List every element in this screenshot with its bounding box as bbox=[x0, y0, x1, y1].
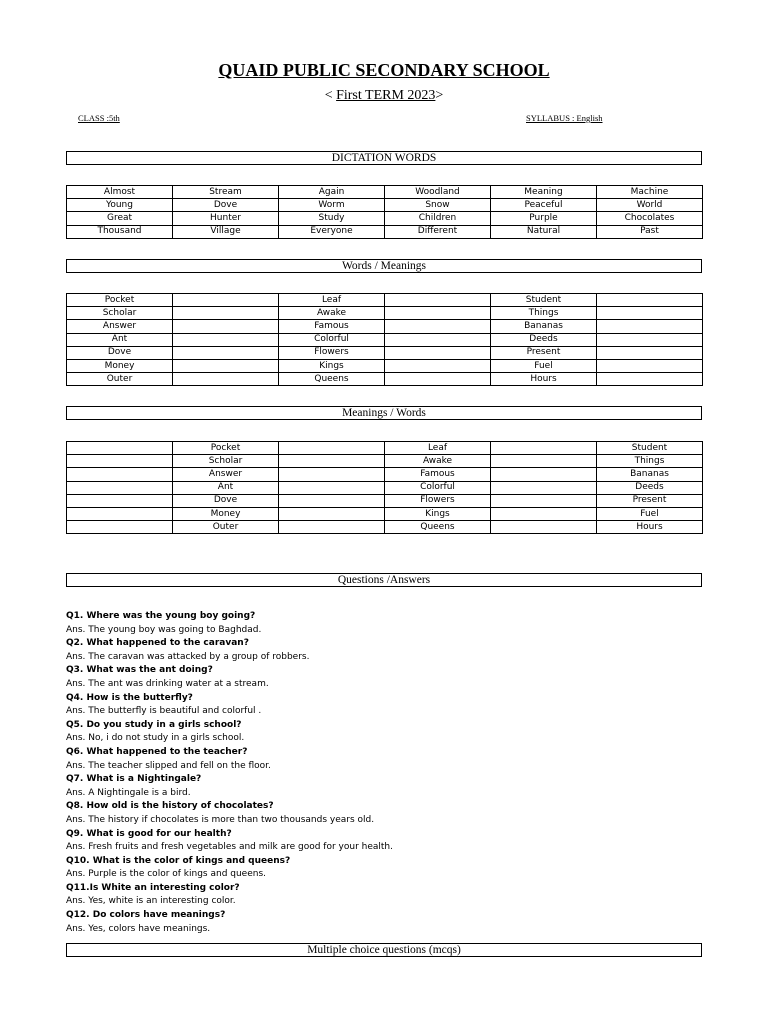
table-cell: Village bbox=[173, 225, 279, 238]
table-cell: Outer bbox=[67, 373, 173, 386]
table-cell bbox=[279, 455, 385, 468]
table-cell: Colorful bbox=[385, 481, 491, 494]
table-cell: Flowers bbox=[279, 346, 385, 359]
term-title bbox=[0, 88, 768, 104]
table-cell bbox=[279, 507, 385, 520]
table-row bbox=[67, 481, 703, 494]
answer-text: Ans. The teacher slipped and fell on the floor. bbox=[66, 760, 271, 771]
table-cell bbox=[491, 455, 597, 468]
table-cell: Money bbox=[173, 507, 279, 520]
table-cell: Deeds bbox=[597, 481, 703, 494]
table-cell bbox=[385, 346, 491, 359]
table-cell bbox=[597, 307, 703, 320]
table-cell: Purple bbox=[491, 212, 597, 225]
table-cell bbox=[491, 507, 597, 520]
table-cell bbox=[173, 307, 279, 320]
table-row bbox=[67, 442, 703, 455]
answer-text: Ans. Fresh fruits and fresh vegetables and milk are good for your health. bbox=[66, 842, 393, 853]
table-cell: Great bbox=[67, 212, 173, 225]
table-cell bbox=[491, 442, 597, 455]
table-cell bbox=[67, 442, 173, 455]
table-cell: Everyone bbox=[279, 225, 385, 238]
table-cell: Outer bbox=[173, 521, 279, 534]
table-cell bbox=[67, 494, 173, 507]
answer-text: Ans. The young boy was going to Baghdad. bbox=[66, 624, 262, 635]
table-cell: Dove bbox=[173, 494, 279, 507]
table-cell: Present bbox=[491, 346, 597, 359]
question-text: Q12. Do colors have meanings? bbox=[66, 910, 226, 921]
dictation-heading: DICTATION WORDS bbox=[66, 151, 702, 165]
answer-text: Ans. Yes, white is an interesting color. bbox=[66, 896, 236, 907]
table-cell: Answer bbox=[173, 468, 279, 481]
table-cell: Things bbox=[491, 307, 597, 320]
table-cell bbox=[67, 521, 173, 534]
answer-text: Ans. The ant was drinking water at a stream. bbox=[66, 678, 269, 689]
answer-text: Ans. No, i do not study in a girls school. bbox=[66, 733, 245, 744]
table-cell: Bananas bbox=[597, 468, 703, 481]
table-cell: Famous bbox=[279, 320, 385, 333]
question-text: Q10. What is the color of kings and queens? bbox=[66, 855, 291, 866]
table-cell: Money bbox=[67, 359, 173, 372]
syllabus-label: SYLLABUS : English bbox=[526, 113, 603, 123]
dictation-table bbox=[66, 185, 703, 239]
table-cell: Queens bbox=[385, 521, 491, 534]
table-cell: Almost bbox=[67, 186, 173, 199]
question-text: Q1. Where was the young boy going? bbox=[66, 611, 256, 621]
table-cell: Scholar bbox=[173, 455, 279, 468]
question-text: Q4. How is the butterfly? bbox=[66, 692, 193, 703]
questions-list bbox=[66, 610, 706, 936]
table-cell: Colorful bbox=[279, 333, 385, 346]
table-cell bbox=[597, 294, 703, 307]
table-cell: Ant bbox=[173, 481, 279, 494]
table-cell bbox=[279, 468, 385, 481]
table-cell: Chocolates bbox=[597, 212, 703, 225]
class-label: CLASS :5th bbox=[78, 113, 120, 123]
term-label: First TERM 2023 bbox=[336, 88, 436, 103]
table-cell bbox=[279, 521, 385, 534]
table-cell: Past bbox=[597, 225, 703, 238]
table-cell bbox=[279, 494, 385, 507]
table-cell bbox=[279, 481, 385, 494]
table-cell: Leaf bbox=[279, 294, 385, 307]
table-cell: Woodland bbox=[385, 186, 491, 199]
term-suffix: > bbox=[435, 88, 444, 103]
table-cell bbox=[173, 320, 279, 333]
question-text: Q5. Do you study in a girls school? bbox=[66, 719, 242, 730]
table-cell bbox=[491, 468, 597, 481]
meanings-words-table bbox=[66, 441, 703, 534]
table-cell: Pocket bbox=[173, 442, 279, 455]
table-cell: Student bbox=[597, 442, 703, 455]
questions-heading: Questions /Answers bbox=[66, 573, 702, 587]
table-cell: Thousand bbox=[67, 225, 173, 238]
table-cell: Bananas bbox=[491, 320, 597, 333]
table-cell: Again bbox=[279, 186, 385, 199]
answer-text: Ans. Purple is the color of kings and queens. bbox=[66, 869, 267, 880]
answer-text: Ans. The history if chocolates is more than two thousands years old. bbox=[66, 814, 375, 825]
table-cell: Flowers bbox=[385, 494, 491, 507]
table-cell: Deeds bbox=[491, 333, 597, 346]
table-cell: Ant bbox=[67, 333, 173, 346]
table-cell bbox=[385, 359, 491, 372]
table-row bbox=[67, 359, 703, 372]
table-row bbox=[67, 225, 703, 238]
table-row bbox=[67, 294, 703, 307]
question-text: Q6. What happened to the teacher? bbox=[66, 746, 248, 757]
table-cell bbox=[279, 442, 385, 455]
table-cell bbox=[385, 373, 491, 386]
table-row bbox=[67, 507, 703, 520]
question-text: Q11.Is White an interesting color? bbox=[66, 882, 240, 893]
table-row bbox=[67, 373, 703, 386]
answer-text: Ans. Yes, colors have meanings. bbox=[66, 923, 211, 934]
table-row bbox=[67, 320, 703, 333]
table-cell bbox=[597, 346, 703, 359]
term-prefix: < bbox=[324, 88, 337, 103]
words-meanings-table bbox=[66, 293, 703, 386]
table-cell bbox=[597, 373, 703, 386]
table-cell: Famous bbox=[385, 468, 491, 481]
table-cell: Stream bbox=[173, 186, 279, 199]
table-row bbox=[67, 186, 703, 199]
table-cell: Natural bbox=[491, 225, 597, 238]
table-row bbox=[67, 199, 703, 212]
table-cell bbox=[67, 455, 173, 468]
table-cell bbox=[67, 481, 173, 494]
table-row bbox=[67, 521, 703, 534]
table-cell: Machine bbox=[597, 186, 703, 199]
table-cell: Hunter bbox=[173, 212, 279, 225]
table-cell bbox=[385, 320, 491, 333]
school-title: QUAID PUBLIC SECONDARY SCHOOL bbox=[218, 60, 550, 80]
table-cell: Kings bbox=[279, 359, 385, 372]
table-cell: Different bbox=[385, 225, 491, 238]
table-cell bbox=[491, 521, 597, 534]
table-cell: Queens bbox=[279, 373, 385, 386]
table-cell: Dove bbox=[67, 346, 173, 359]
table-cell: Things bbox=[597, 455, 703, 468]
table-cell: Scholar bbox=[67, 307, 173, 320]
meanings-words-heading: Meanings / Words bbox=[66, 406, 702, 420]
table-cell: Pocket bbox=[67, 294, 173, 307]
table-row bbox=[67, 455, 703, 468]
table-cell bbox=[173, 346, 279, 359]
table-row bbox=[67, 212, 703, 225]
answer-text: Ans. The caravan was attacked by a group of robbers. bbox=[66, 651, 310, 662]
table-row bbox=[67, 333, 703, 346]
table-cell bbox=[173, 373, 279, 386]
table-cell: Present bbox=[597, 494, 703, 507]
table-row bbox=[67, 307, 703, 320]
table-cell bbox=[385, 294, 491, 307]
answer-text: Ans. The butterfly is beautiful and colorful . bbox=[66, 706, 262, 717]
table-row bbox=[67, 468, 703, 481]
table-cell bbox=[173, 333, 279, 346]
table-cell: Hours bbox=[597, 521, 703, 534]
table-cell: Fuel bbox=[597, 507, 703, 520]
table-cell: Dove bbox=[173, 199, 279, 212]
table-cell: World bbox=[597, 199, 703, 212]
table-cell: Young bbox=[67, 199, 173, 212]
table-cell: Awake bbox=[279, 307, 385, 320]
table-row bbox=[67, 346, 703, 359]
table-cell: Kings bbox=[385, 507, 491, 520]
table-cell: Peaceful bbox=[491, 199, 597, 212]
table-cell bbox=[67, 468, 173, 481]
table-cell: Answer bbox=[67, 320, 173, 333]
answer-text: Ans. A Nightingale is a bird. bbox=[66, 787, 191, 798]
table-cell: Children bbox=[385, 212, 491, 225]
table-cell bbox=[67, 507, 173, 520]
words-meanings-heading: Words / Meanings bbox=[66, 259, 702, 273]
table-cell bbox=[491, 494, 597, 507]
question-text: Q2. What happened to the caravan? bbox=[66, 638, 249, 649]
table-cell: Fuel bbox=[491, 359, 597, 372]
table-cell: Meaning bbox=[491, 186, 597, 199]
table-row bbox=[67, 494, 703, 507]
table-cell: Student bbox=[491, 294, 597, 307]
table-cell: Worm bbox=[279, 199, 385, 212]
table-cell: Awake bbox=[385, 455, 491, 468]
table-cell bbox=[173, 359, 279, 372]
table-cell bbox=[597, 333, 703, 346]
question-text: Q7. What is a Nightingale? bbox=[66, 774, 202, 785]
question-text: Q3. What was the ant doing? bbox=[66, 665, 213, 676]
table-cell bbox=[491, 481, 597, 494]
table-cell: Snow bbox=[385, 199, 491, 212]
table-cell: Study bbox=[279, 212, 385, 225]
question-text: Q8. How old is the history of chocolates? bbox=[66, 801, 274, 812]
table-cell: Leaf bbox=[385, 442, 491, 455]
table-cell: Hours bbox=[491, 373, 597, 386]
mcqs-heading: Multiple choice questions (mcqs) bbox=[66, 943, 702, 957]
question-text: Q9. What is good for our health? bbox=[66, 828, 232, 839]
table-cell bbox=[173, 294, 279, 307]
table-cell bbox=[385, 307, 491, 320]
table-cell bbox=[385, 333, 491, 346]
table-cell bbox=[597, 359, 703, 372]
table-cell bbox=[597, 320, 703, 333]
